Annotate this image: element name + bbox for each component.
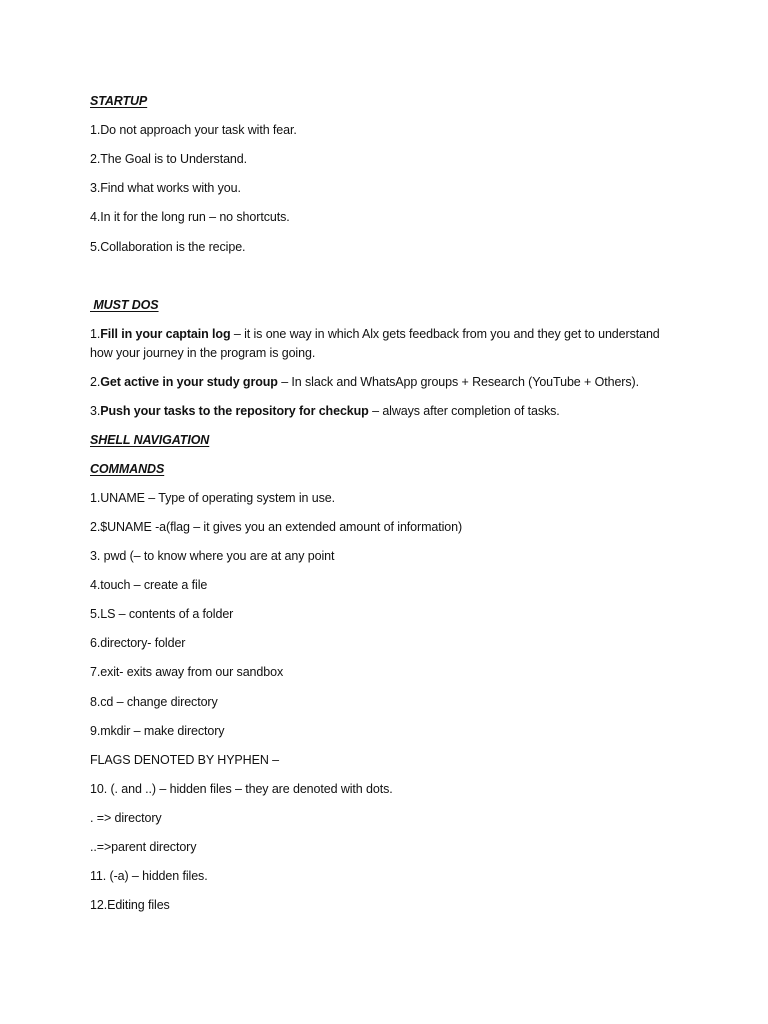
- must-do-item: [90, 325, 680, 363]
- command-item: ..=>parent directory: [90, 840, 197, 854]
- command-item: 9.mkdir – make directory: [90, 724, 225, 738]
- command-item: 7.exit- exits away from our sandbox: [90, 665, 284, 679]
- must-do-number: 1.: [90, 327, 101, 341]
- must-do-title: Get active in your study group: [100, 375, 278, 389]
- must-do-number: 2.: [90, 375, 101, 389]
- command-item: 5.LS – contents of a folder: [90, 607, 234, 621]
- command-item: 1.UNAME – Type of operating system in use.: [90, 491, 335, 505]
- must-do-number: 3.: [90, 404, 101, 418]
- command-item: . => directory: [90, 811, 162, 825]
- must-do-item: [90, 402, 690, 421]
- must-dos-heading: MUST DOS: [90, 298, 159, 312]
- startup-item: 2.The Goal is to Understand.: [90, 152, 248, 166]
- command-item: 6.directory- folder: [90, 636, 186, 650]
- must-do-title: Push your tasks to the repository for checkup: [100, 404, 369, 418]
- command-item: 3. pwd (– to know where you are at any point: [90, 549, 335, 563]
- must-do-description: – In slack and WhatsApp groups + Research (YouTube + Others).: [277, 375, 639, 389]
- command-item: FLAGS DENOTED BY HYPHEN –: [90, 753, 279, 767]
- command-item: 12.Editing files: [90, 898, 170, 912]
- must-do-title: Fill in your captain log: [100, 327, 231, 341]
- startup-heading: STARTUP: [90, 94, 148, 108]
- startup-item: 1.Do not approach your task with fear.: [90, 123, 297, 137]
- shell-navigation-heading: SHELL NAVIGATION: [90, 433, 210, 447]
- command-item: 10. (. and ..) – hidden files – they are denoted with dots.: [90, 782, 393, 796]
- must-do-description: – it is one way in which Alx gets feedback from you and they get to understand how your journey in the program is going.: [90, 327, 660, 360]
- command-item: 2.$UNAME -a(flag – it gives you an extended amount of information): [90, 520, 463, 534]
- command-item: 8.cd – change directory: [90, 695, 218, 709]
- startup-item: 3.Find what works with you.: [90, 181, 241, 195]
- startup-item: 5.Collaboration is the recipe.: [90, 240, 246, 254]
- commands-heading: COMMANDS: [90, 462, 165, 476]
- command-item: 4.touch – create a file: [90, 578, 208, 592]
- must-do-description: – always after completion of tasks.: [368, 404, 560, 418]
- must-do-item: [90, 373, 690, 392]
- command-item: 11. (-a) – hidden files.: [90, 869, 208, 883]
- startup-item: 4.In it for the long run – no shortcuts.: [90, 210, 290, 224]
